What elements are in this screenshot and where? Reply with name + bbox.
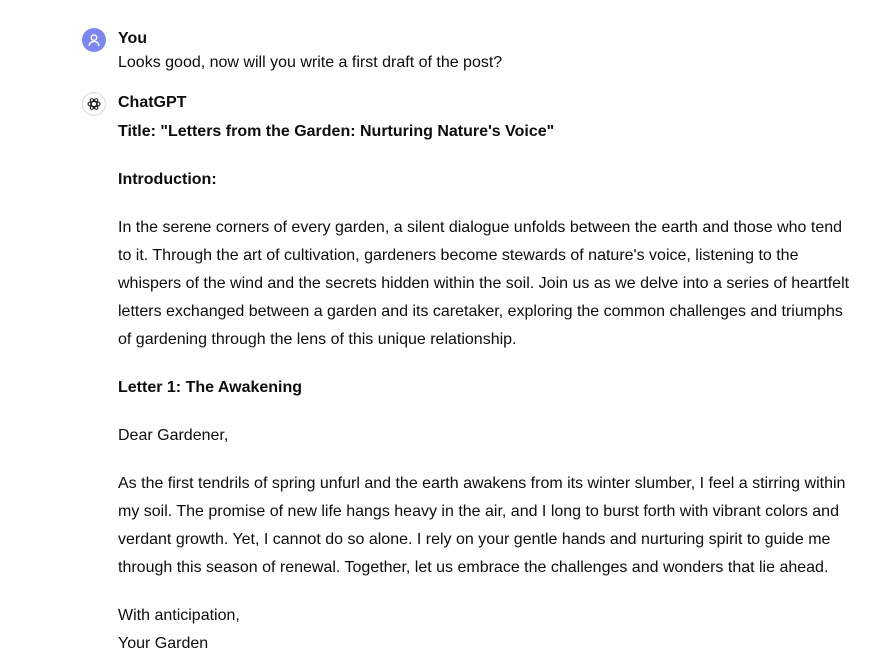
introduction-heading: Introduction:	[118, 171, 217, 188]
letter-signature: Your Garden	[118, 635, 209, 652]
assistant-message-body	[118, 118, 852, 658]
user-message-text: Looks good, now will you write a first draft of the post?	[118, 54, 503, 71]
post-title: Title: "Letters from the Garden: Nurturing Nature's Voice"	[118, 123, 555, 140]
letter-salutation: Dear Gardener,	[118, 427, 229, 444]
openai-logo-icon	[86, 96, 102, 112]
introduction-paragraph: In the serene corners of every garden, a silent dialogue unfolds between the earth and those who tend to it. Through the art of cultivation, gardeners become stewards of nature's voice, listening to the whispers of the wind and the secrets hidden within the soil. Join us as we delve into a series of heartfelt letters exchanged between a garden and its caretaker, exploring the common challenges and triumphs of gardening through the lens of this unique relationship.	[118, 219, 850, 348]
letter-1-paragraph: As the first tendrils of spring unfurl and the earth awakens from its winter slumber, I feel a stirring within my soil. The promise of new life hangs heavy in the air, and I long to burst forth with vibrant colors and verdant growth. Yet, I cannot do so alone. I rely on your gentle hands and nurturing spirit to guide me through this season of renewal. Together, let us embrace the challenges and wonders that lie ahead.	[118, 475, 846, 576]
letter-signoff: With anticipation,	[118, 607, 240, 624]
letter-1-heading: Letter 1: The Awakening	[118, 379, 303, 396]
user-avatar	[82, 28, 106, 52]
user-author-name: You	[118, 30, 148, 47]
user-icon	[86, 32, 102, 48]
assistant-avatar	[82, 92, 106, 116]
assistant-author-name: ChatGPT	[118, 94, 187, 111]
